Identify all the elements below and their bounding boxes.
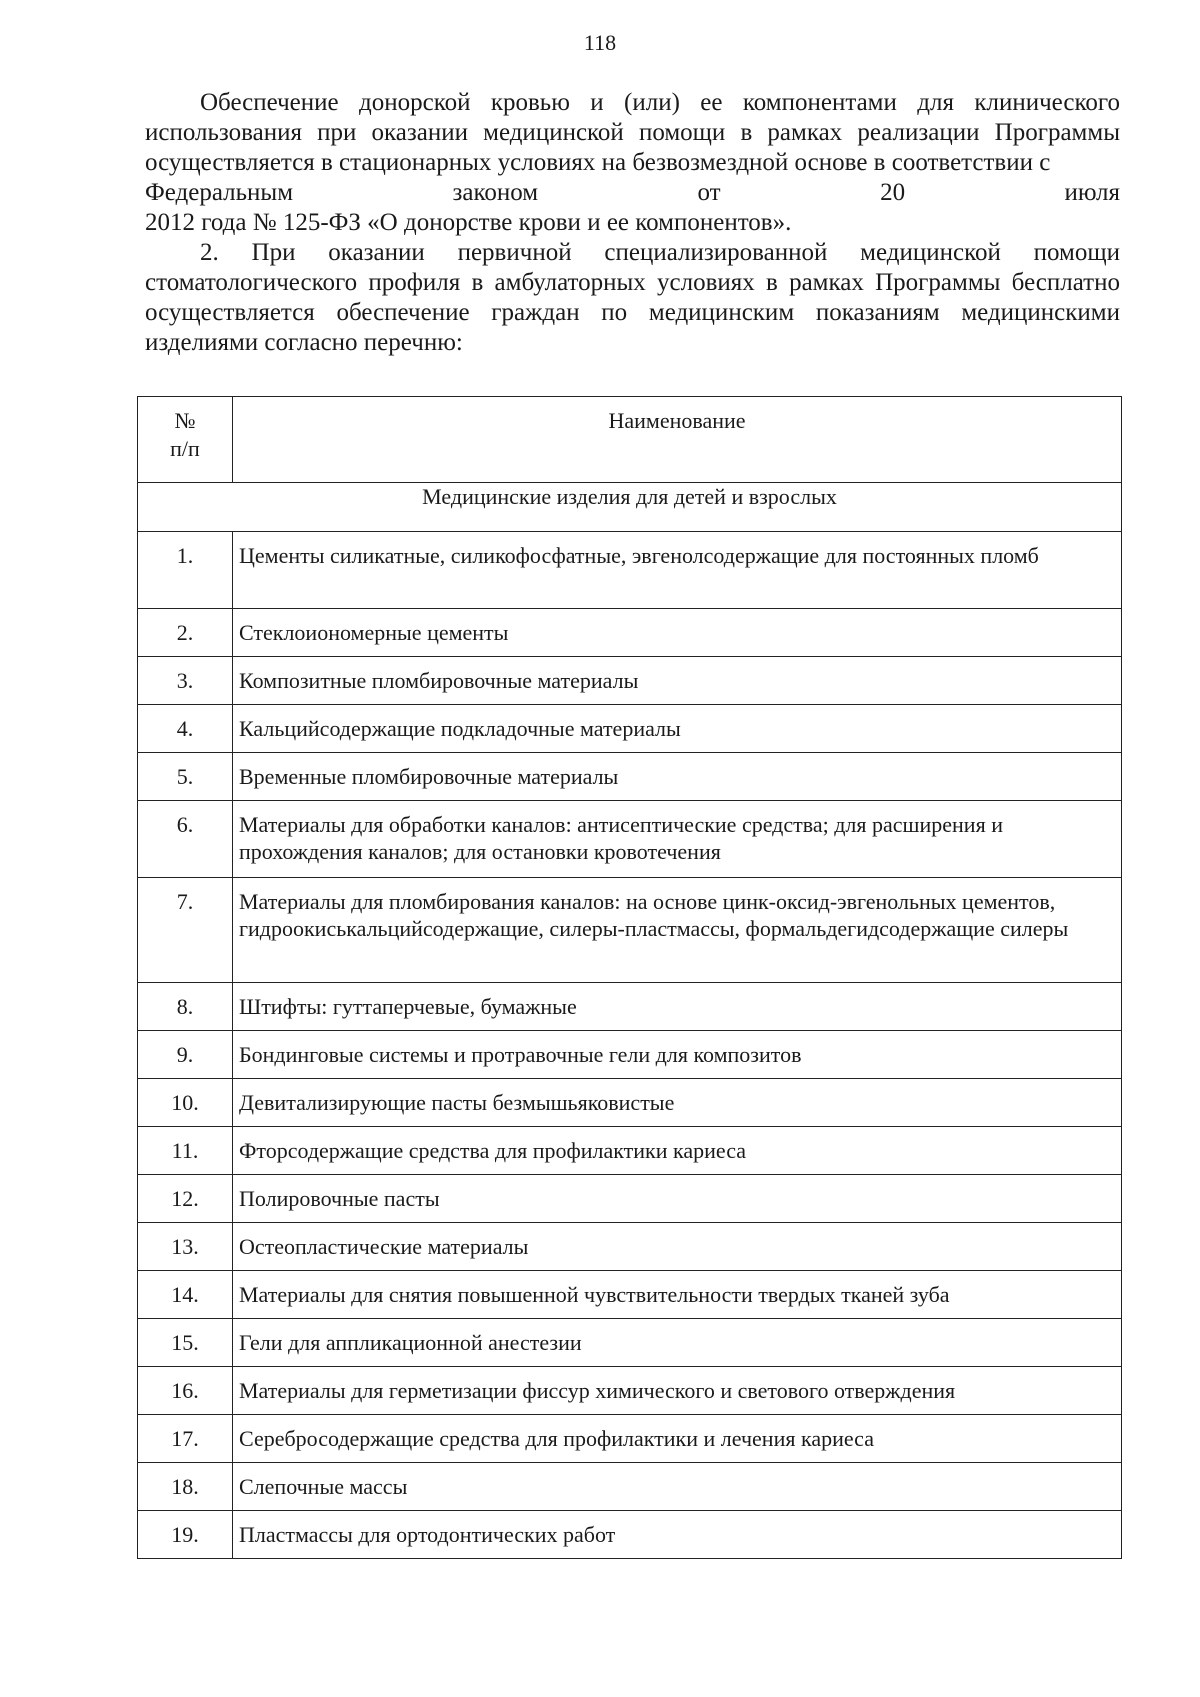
law-reference-line [145,178,1120,208]
header-number-cell [138,397,233,483]
row-number: 1. [138,532,233,609]
table-row [138,878,1122,983]
row-number: 17. [138,1415,233,1463]
table-row [138,1511,1122,1559]
table-row [138,1079,1122,1127]
row-item-name: Стеклоиономерные цементы [233,609,1122,657]
table-row [138,532,1122,609]
row-number: 15. [138,1319,233,1367]
law-reference-end: 2012 года № 125-ФЗ «О донорстве крови и ее компонентов». [145,209,792,236]
table-row [138,1031,1122,1079]
law-word: 20 [880,179,906,206]
table-row [138,1271,1122,1319]
body-text [145,88,1120,358]
row-item-name: Девитализирующие пасты безмышьяковистые [233,1079,1122,1127]
header-name-cell: Наименование [233,397,1122,483]
row-number: 3. [138,657,233,705]
row-item-name: Пластмассы для ортодонтических работ [233,1511,1122,1559]
table-row [138,1175,1122,1223]
row-item-name: Материалы для обработки каналов: антисептические средства; для расширения и прохождения каналов; для остановки кровотечения [233,801,1122,878]
row-number: 8. [138,983,233,1031]
row-number: 9. [138,1031,233,1079]
row-item-name: Гели для аппликационной анестезии [233,1319,1122,1367]
row-item-name: Штифты: гуттаперчевые, бумажные [233,983,1122,1031]
table-row [138,1319,1122,1367]
row-number: 4. [138,705,233,753]
table-row [138,801,1122,878]
row-item-name: Слепочные массы [233,1463,1122,1511]
row-item-name: Остеопластические материалы [233,1223,1122,1271]
row-item-name: Материалы для герметизации фиссур химического и светового отверждения [233,1367,1122,1415]
row-number: 5. [138,753,233,801]
row-item-name: Материалы для пломбирования каналов: на основе цинк-оксид-эвгенольных цементов, гидроокиськальцийсодержащие, силеры-пластмассы, формальдегидсодержащие силеры [233,878,1122,983]
row-item-name: Цементы силикатные, силикофосфатные, эвгенолсодержащие для постоянных пломб [233,532,1122,609]
row-number: 14. [138,1271,233,1319]
medical-items-table [137,396,1122,1559]
row-item-name: Кальцийсодержащие подкладочные материалы [233,705,1122,753]
table-row [138,753,1122,801]
table-row [138,657,1122,705]
row-number: 13. [138,1223,233,1271]
row-item-name: Серебросодержащие средства для профилактики и лечения кариеса [233,1415,1122,1463]
paragraph-dental-items: 2. При оказании первичной специализированной медицинской помощи стоматологического профиля в амбулаторных условиях в рамках Программы бесплатно осуществляется обеспечение граждан по медицинским показаниям медицинскими изделиями согласно перечню: [145,239,1120,356]
table-row [138,983,1122,1031]
row-item-name: Композитные пломбировочные материалы [233,657,1122,705]
row-number: 7. [138,878,233,983]
table-row [138,1415,1122,1463]
law-word: законом [452,179,539,206]
row-number: 18. [138,1463,233,1511]
row-number: 2. [138,609,233,657]
table-row [138,1367,1122,1415]
page-number: 118 [583,30,617,55]
table-row [138,705,1122,753]
row-number: 12. [138,1175,233,1223]
law-word: июля [1064,179,1120,206]
row-item-name: Фторсодержащие средства для профилактики кариеса [233,1127,1122,1175]
table-row [138,609,1122,657]
row-item-name: Бондинговые системы и протравочные гели для композитов [233,1031,1122,1079]
law-word: Федеральным [145,179,294,206]
paragraph-blood-supply-text: Обеспечение донорской кровью и (или) ее компонентами для клинического использования при оказании медицинской помощи в рамках реализации Программы осуществляется в стационарных условиях на безвозмездной основе в соответствии с [145,89,1120,176]
law-word: от [697,179,721,206]
header-number-abbr: п/п [170,436,200,461]
paragraph-blood-supply [145,88,1120,178]
row-number: 16. [138,1367,233,1415]
row-number: 6. [138,801,233,878]
table-row [138,1127,1122,1175]
header-number-symbol: № [174,408,196,433]
row-item-name: Материалы для снятия повышенной чувствительности твердых тканей зуба [233,1271,1122,1319]
table-row [138,1463,1122,1511]
row-number: 19. [138,1511,233,1559]
row-item-name: Временные пломбировочные материалы [233,753,1122,801]
section-title: Медицинские изделия для детей и взрослых [138,483,1122,532]
row-number: 10. [138,1079,233,1127]
row-number: 11. [138,1127,233,1175]
table-header-row [138,397,1122,483]
row-item-name: Полировочные пасты [233,1175,1122,1223]
table-row [138,1223,1122,1271]
section-row [138,483,1122,532]
